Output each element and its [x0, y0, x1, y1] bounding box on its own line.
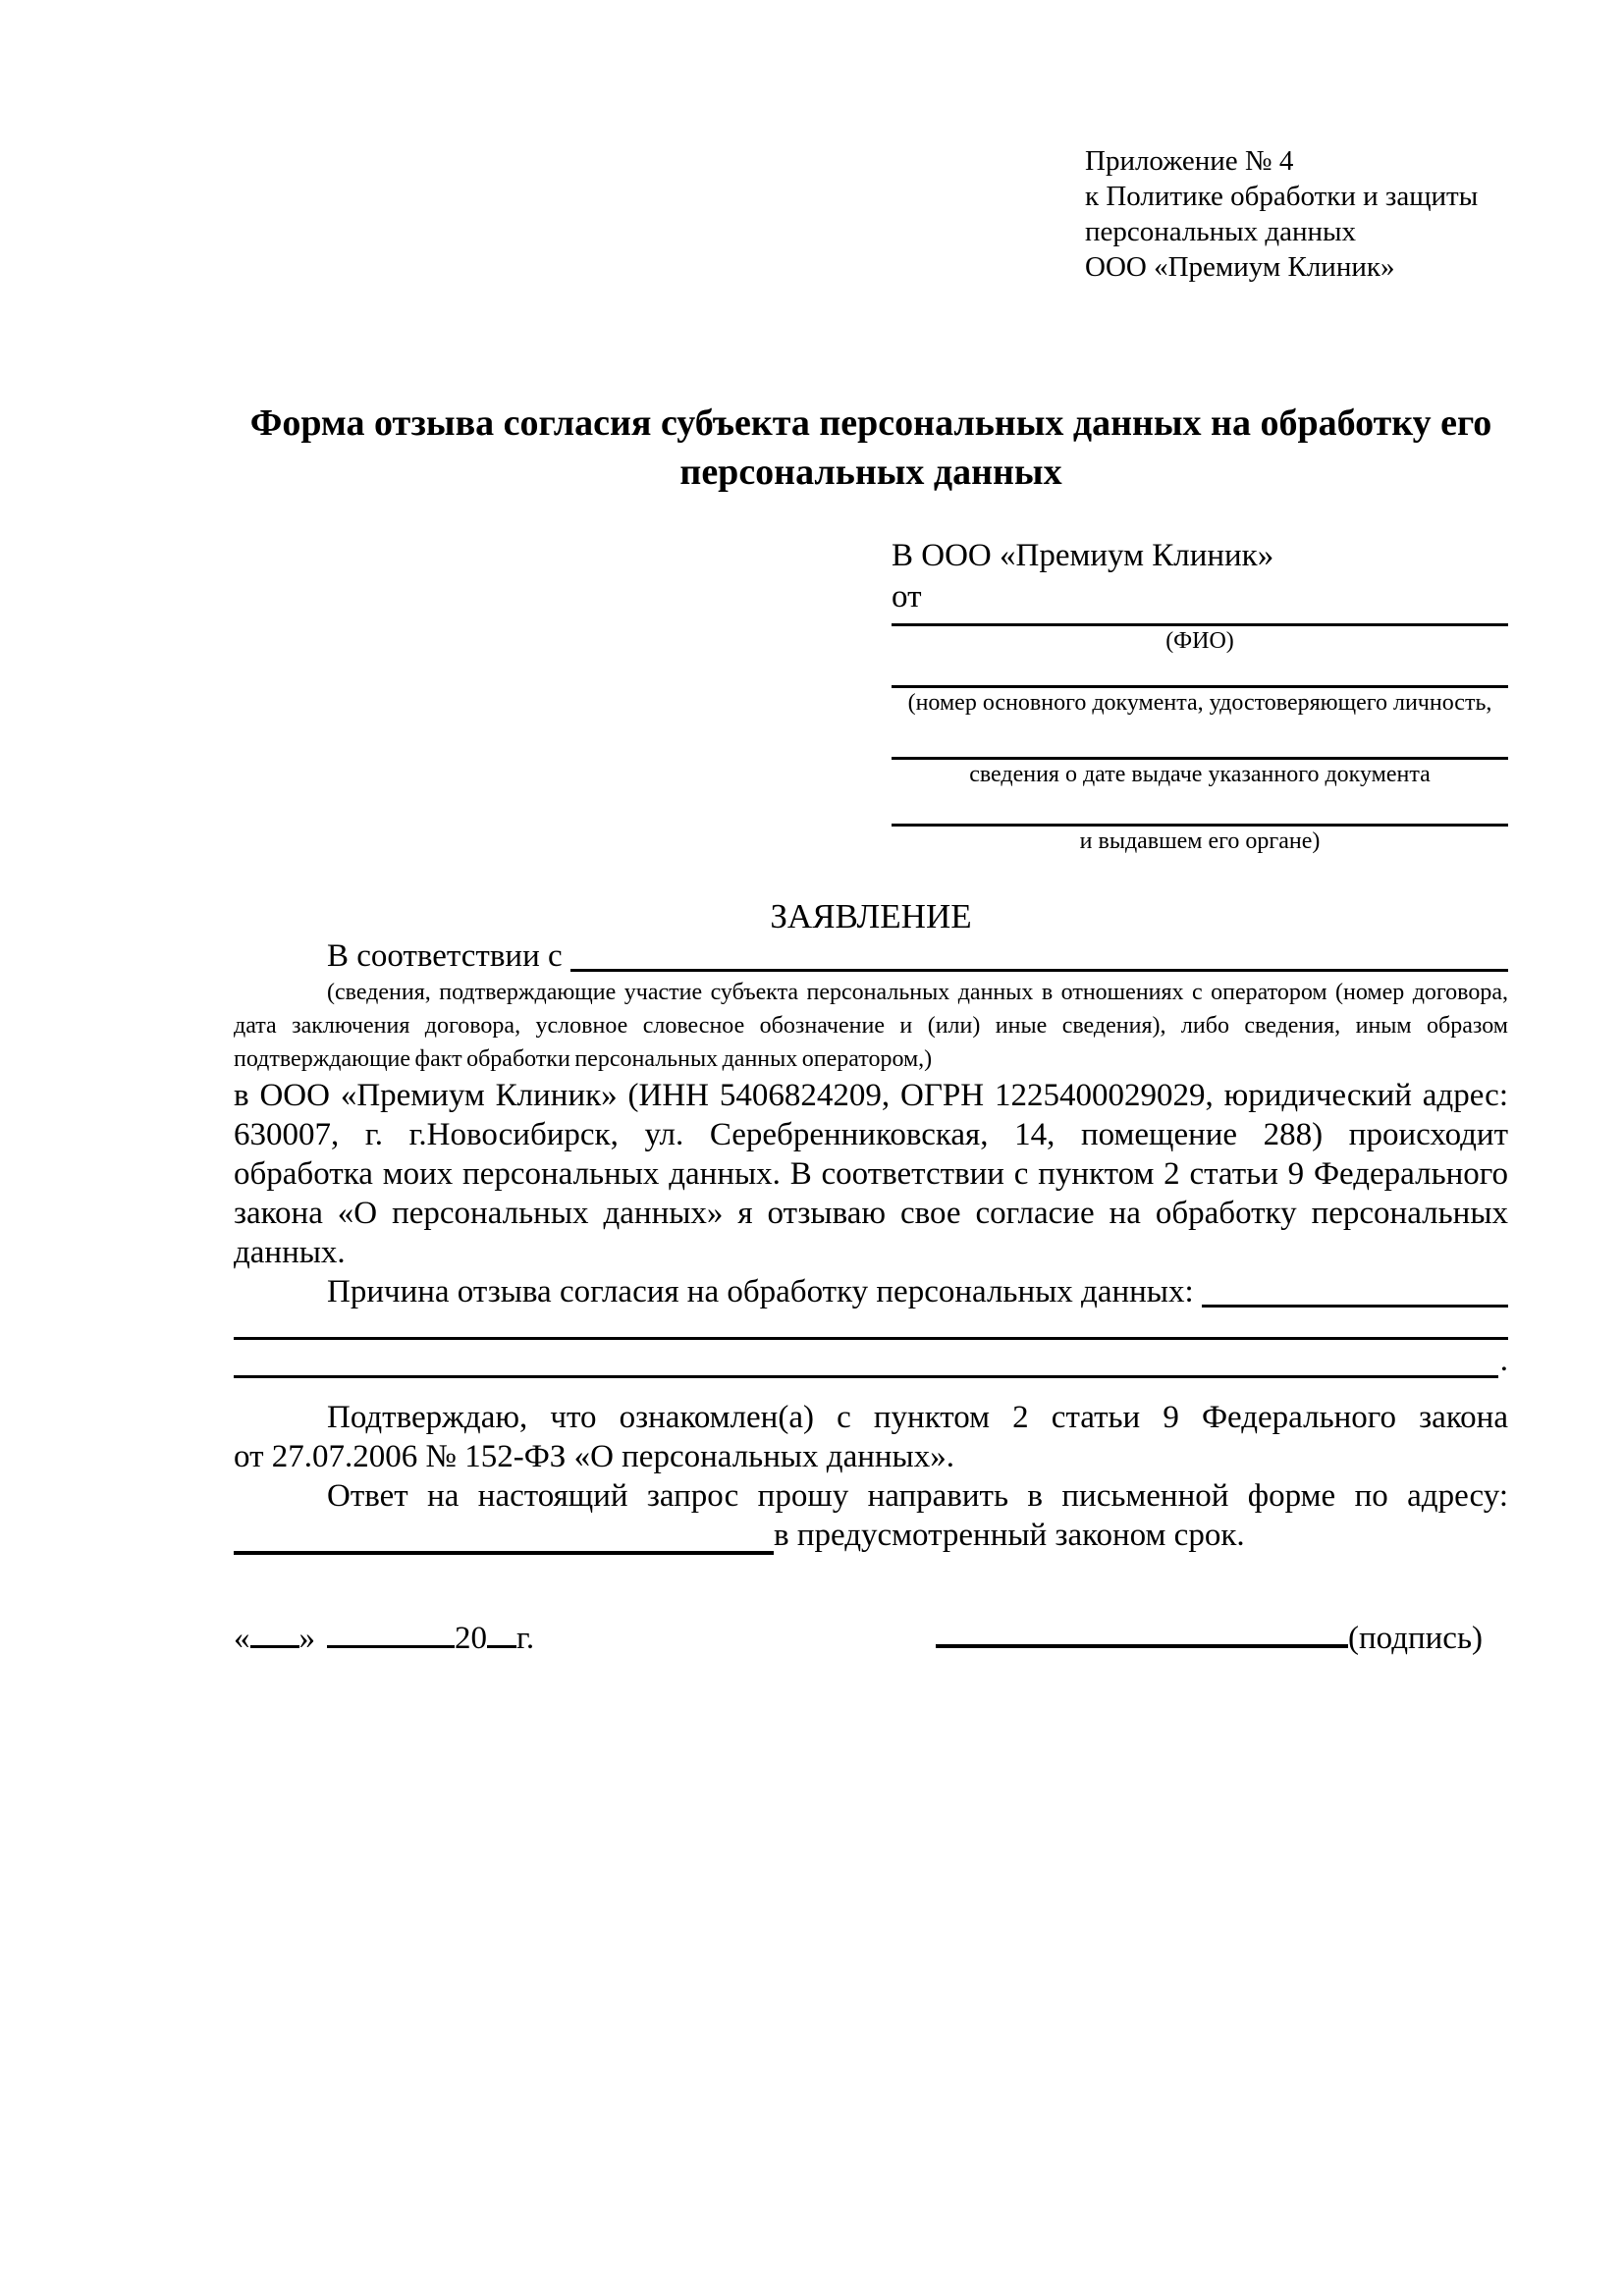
- reason-input-line-2[interactable]: [234, 1311, 1508, 1340]
- addressee-block: [892, 535, 1508, 856]
- statement-heading: ЗАЯВЛЕНИЕ: [770, 897, 972, 935]
- open-quote: «: [234, 1621, 250, 1656]
- reply-request-line: Ответ на настоящий запрос прошу направить в письменной форме по адресу:: [327, 1478, 1508, 1514]
- confirmation-paragraph: Подтверждаю, что ознакомлен(а) с пунктом 2 статьи 9 Федерального закона от 27.07.2006 № 152-ФЗ «О персональных данных».: [234, 1400, 1508, 1474]
- grounds-input-line[interactable]: [570, 936, 1508, 972]
- intro-row: [234, 936, 1508, 976]
- reason-input-line-3[interactable]: [234, 1340, 1498, 1378]
- sentence-period: .: [1499, 1343, 1508, 1378]
- fio-input-line[interactable]: [892, 617, 1508, 626]
- document-title: Форма отзыва согласия субъекта персональных данных на обработку его персональных данных: [249, 402, 1492, 493]
- document-number-input-line[interactable]: [892, 656, 1508, 688]
- reply-address-row: [234, 1516, 1508, 1555]
- appendix-line-4: ООО «Премиум Клиник»: [1085, 251, 1395, 283]
- issue-date-caption: сведения о дате выдаче указанного документа: [969, 762, 1431, 787]
- intro-label: В соответствии с: [327, 938, 563, 974]
- month-input-line[interactable]: [327, 1616, 455, 1648]
- reply-address-input-line[interactable]: [234, 1518, 774, 1555]
- reason-input-row-3: [234, 1340, 1508, 1378]
- year-prefix: 20: [455, 1621, 487, 1656]
- document-number-caption: (номер основного документа, удостоверяющего личность,: [907, 690, 1492, 716]
- year-suffix: г.: [516, 1621, 535, 1656]
- appendix-line-3: персональных данных: [1085, 216, 1357, 247]
- signature-field: [936, 1615, 1483, 1659]
- intro-footnote: (сведения, подтверждающие участие субъекта персональных данных в отношениях с оператором (номер договора, дата заключения договора, условное словесное обозначение и (или) иные сведения), либо сведения, иным образом подтверждающие факт обработки персональных данных оператором,): [234, 980, 1508, 1072]
- date-field: [234, 1616, 534, 1659]
- paragraph-indent: [234, 1272, 327, 1311]
- appendix-line-2: к Политике обработки и защиты: [1085, 181, 1479, 212]
- issue-date-input-line[interactable]: [892, 718, 1508, 760]
- body-paragraph: в ООО «Премиум Клиник» (ИНН 5406824209, ОГРН 1225400029029, юридический адрес: 630007, г. г.Новосибирск, ул. Серебренниковская, 14, помещение 288) происходит обработка моих персональных данных. В соответствии с пунктом 2 статьи 9 Федерального закона «О персональных данных» я отзываю свое согласие на обработку персональных данных.: [234, 1078, 1508, 1270]
- appendix-note: [1085, 143, 1478, 285]
- close-quote: »: [298, 1621, 315, 1656]
- reply-tail: в предусмотренный законом срок.: [774, 1518, 1245, 1553]
- addressee-to: В ООО «Премиум Клиник»: [892, 538, 1274, 573]
- issuing-authority-input-line[interactable]: [892, 789, 1508, 827]
- reason-label: Причина отзыва согласия на обработку персональных данных:: [327, 1274, 1194, 1309]
- day-input-line[interactable]: [250, 1616, 299, 1648]
- addressee-from-label: от: [892, 579, 922, 614]
- signature-input-line[interactable]: [936, 1615, 1348, 1648]
- paragraph-indent: [234, 936, 327, 976]
- fio-caption: (ФИО): [1165, 628, 1234, 654]
- year-input-line[interactable]: [487, 1616, 516, 1648]
- reason-row: [234, 1272, 1508, 1311]
- date-signature-row: [234, 1615, 1508, 1659]
- appendix-line-1: Приложение № 4: [1085, 145, 1294, 177]
- issuing-authority-caption: и выдавшем его органе): [1079, 828, 1321, 854]
- signature-caption: (подпись): [1348, 1621, 1483, 1656]
- reason-input-line-1[interactable]: [1202, 1272, 1508, 1308]
- statement-body-block: [234, 936, 1508, 1555]
